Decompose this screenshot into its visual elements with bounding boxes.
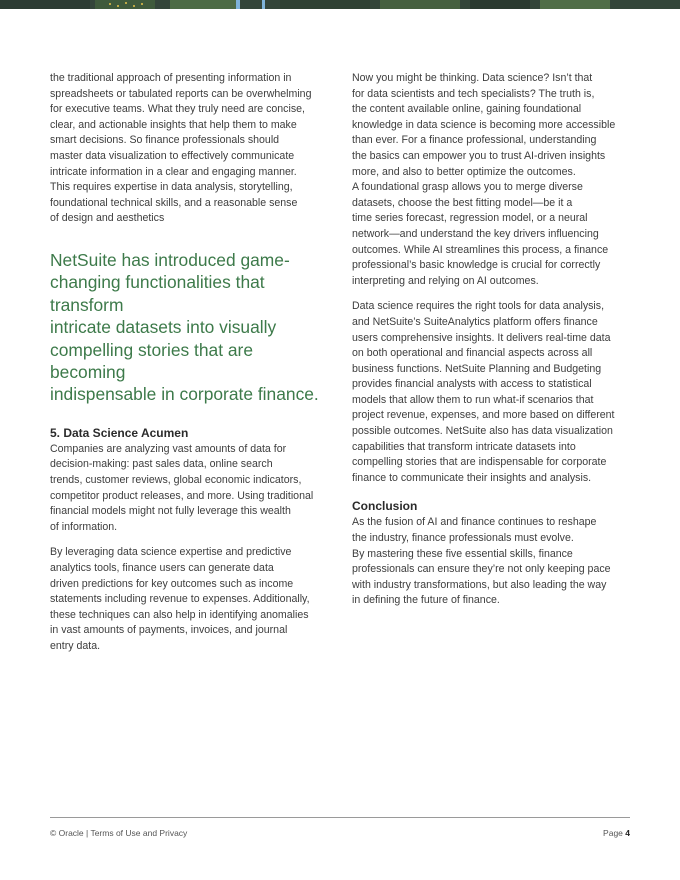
section-paragraph: By leveraging data science expertise and predictive analytics tools, finance users can generate data driven predictions for key outcomes such as income statements including revenue to expenses. Additionally, these techniques can also help in identifying anomalies in vast amounts of payments, invoices, and journal entry data. — [50, 546, 310, 652]
suiteanalytics-paragraph: Data science requires the right tools for data analysis, and NetSuite’s SuiteAnalytics platform offers finance users comprehensive insights. It delivers real-time data on both operational and financial aspects across all business functions. NetSuite Planning and Budgeting provides financial analysts with access to statistical models that allow them to run what-if scenarios that project revenue, expenses, and more based on different possible outcomes. NetSuite also has data visualization capabilities that transform intricate datasets into compelling stories that are indispensable for corporate finance to communicate their insights and analysis. — [352, 300, 615, 484]
terms-of-use-link[interactable]: Terms of Use and Privacy — [90, 828, 188, 838]
conclusion-heading: Conclusion — [352, 499, 418, 514]
header-decorative-banner — [0, 0, 680, 9]
copyright-text: © Oracle — [50, 828, 84, 838]
left-column — [50, 71, 332, 655]
right-column — [352, 71, 634, 609]
footer-divider — [50, 817, 630, 818]
section-heading-data-science-acumen: 5. Data Science Acumen — [50, 425, 189, 440]
banner-foliage-illustration — [0, 0, 680, 9]
page-number — [603, 828, 630, 838]
footer-copyright — [50, 828, 187, 838]
pull-quote: NetSuite has introduced game- changing functionalities that transform intricate datasets into visually compelling stories that are becoming indispensable in corporate finance. — [50, 249, 319, 405]
footer-separator: | — [83, 828, 91, 838]
page-label: Page — [603, 828, 626, 838]
conclusion-paragraph: As the fusion of AI and finance continues to reshape the industry, finance professionals must evolve. By mastering these five essential skills, finance professionals can ensure they’re not only keeping pace with industry transformations, but also leading the way in defining the future of finance. — [352, 516, 611, 607]
data-science-paragraph: Now you might be thinking. Data science? Isn’t that for data scientists and tech specialists? The truth is, the content available online, gaining foundational knowledge in data science is becoming more accessible than ever. For a finance professional, understanding the basics can empower you to trust AI-driven insights more, and also to better optimize the outcomes. A foundational grasp allows you to merge diverse datasets, choose the best fitting model—be it a time series forecast, regression model, or a neural network—and understand the key drivers influencing outcomes. While AI streamlines this process, a finance professional’s basic knowledge is crucial for correctly interpreting and relying on AI outcomes. — [352, 72, 616, 287]
section-paragraph: Companies are analyzing vast amounts of data for decision-making: past sales data, online search trends, customer reviews, global economic indicators, competitor product releases, and more. Using traditional financial models might not fully leverage this wealth of information. — [50, 442, 314, 533]
intro-paragraph: the traditional approach of presenting information in spreadsheets or tabulated reports can be overwhelming for executive teams. What they truly need are concise, clear, and actionable insights that help them to make smart decisions. So finance professionals should master data visualization to effectively communicate intricate information in a clear and engaging manner. This requires expertise in data analysis, storytelling, foundational technical skills, and a reasonable sense of design and aesthetics — [50, 72, 312, 225]
page-number-value: 4 — [625, 828, 630, 838]
